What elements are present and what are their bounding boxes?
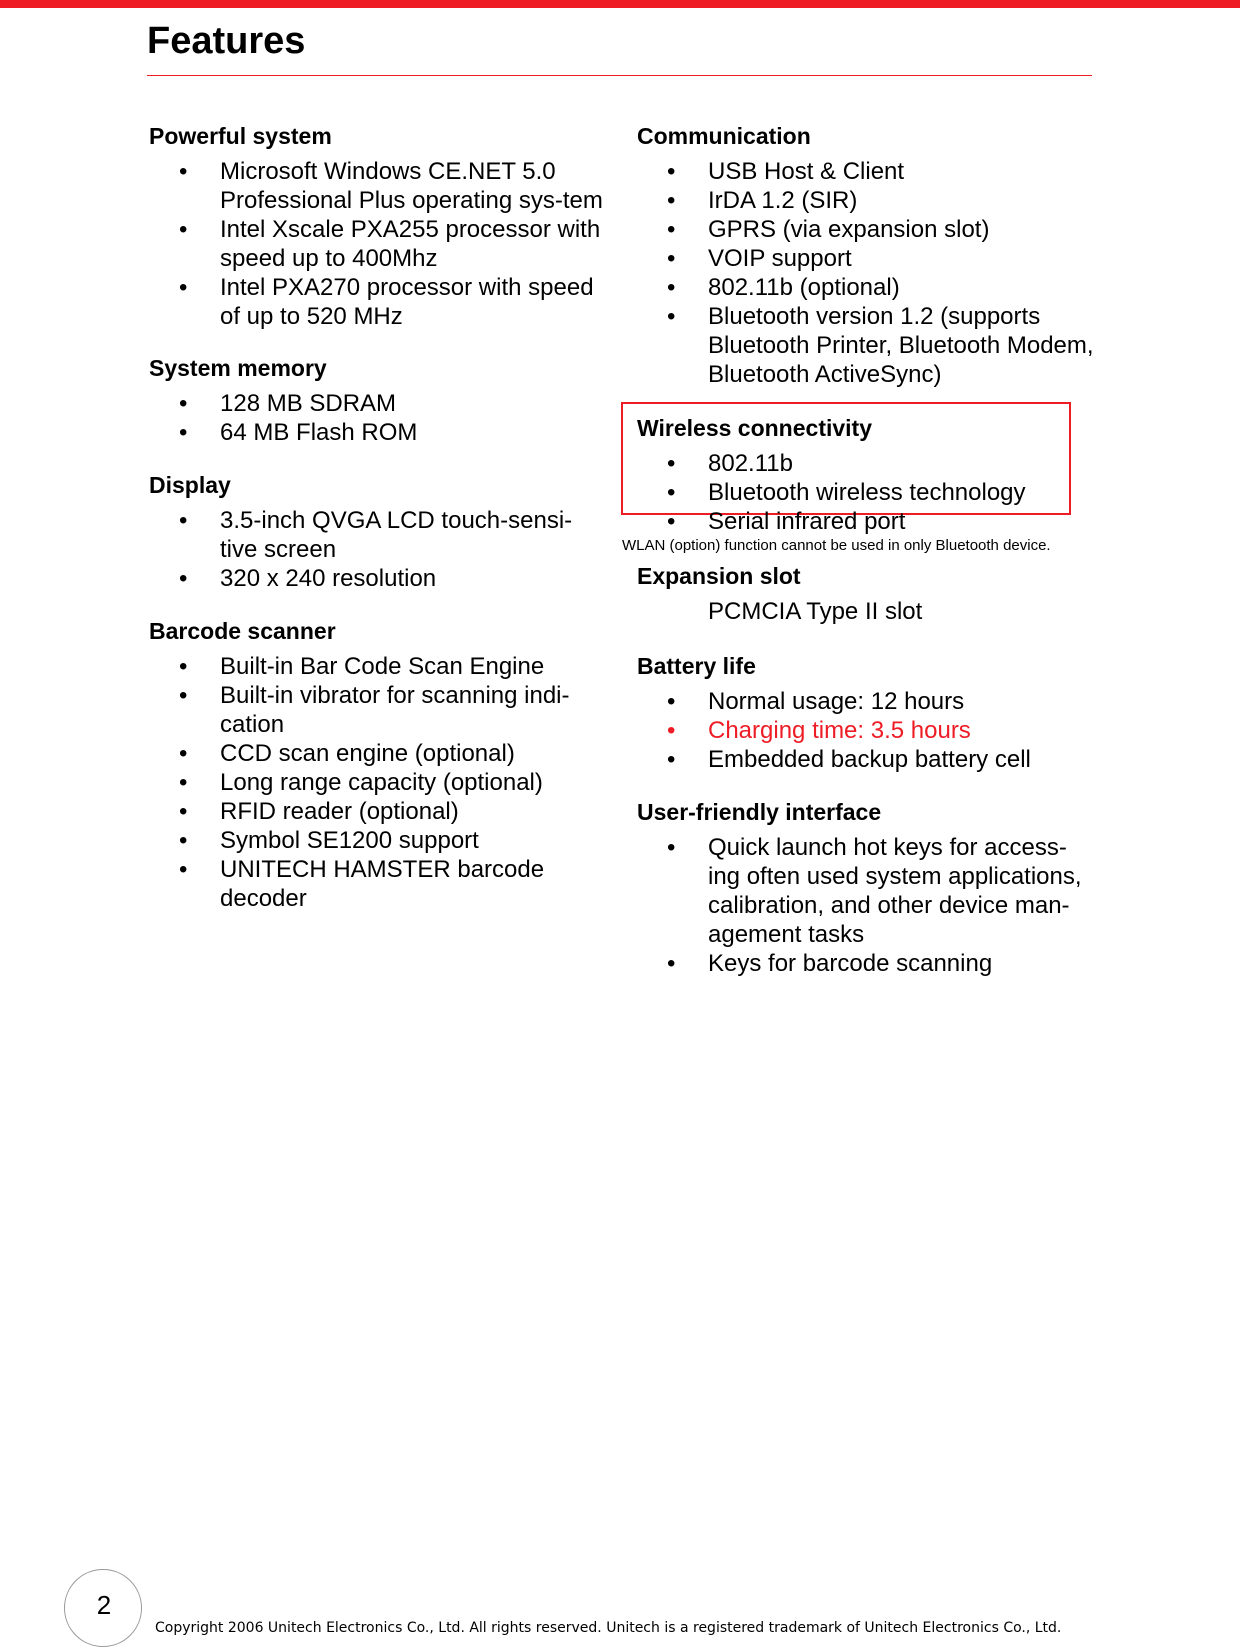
section-communication xyxy=(637,122,1097,389)
list-item: • VOIP support xyxy=(637,244,1097,273)
list-item: • IrDA 1.2 (SIR) xyxy=(637,186,1097,215)
copyright-text: Copyright 2006 Unitech Electronics Co., Ltd. All rights reserved. Unitech is a registered trademark of Unitech Electronics Co., Ltd. xyxy=(155,1620,1062,1636)
list-item: • 64 MB Flash ROM xyxy=(149,418,609,447)
section-heading: System memory xyxy=(149,355,327,381)
section-wireless-connectivity xyxy=(622,414,1097,556)
list-item: • 802.11b (optional) xyxy=(637,273,1097,302)
section-barcode-scanner xyxy=(149,617,609,913)
list-item-highlighted: • Charging time: 3.5 hours xyxy=(637,716,1097,745)
page-title: Features xyxy=(147,20,306,62)
list-item: • Intel Xscale PXA255 processor with speed up to 400Mhz xyxy=(149,215,609,273)
bullet-list xyxy=(637,687,1097,774)
list-item: • Quick launch hot keys for access-ing often used system applications, calibration, and other device man-agement tasks xyxy=(637,833,1097,949)
list-item: • USB Host & Client xyxy=(637,157,1097,186)
list-item: • Serial infrared port xyxy=(637,507,1097,536)
section-heading: Powerful system xyxy=(149,123,332,149)
bullet-list xyxy=(149,652,609,913)
list-item: • 128 MB SDRAM xyxy=(149,389,609,418)
list-item: • RFID reader (optional) xyxy=(149,797,609,826)
section-expansion-slot xyxy=(637,562,1097,626)
list-item: • Keys for barcode scanning xyxy=(637,949,1097,978)
left-column xyxy=(149,122,609,913)
section-battery-life xyxy=(637,652,1097,774)
top-accent-bar xyxy=(0,0,1240,8)
section-heading: Battery life xyxy=(637,653,756,679)
list-item: • Intel PXA270 processor with speed of up to 520 MHz xyxy=(149,273,609,331)
list-item: • Symbol SE1200 support xyxy=(149,826,609,855)
list-item: • Long range capacity (optional) xyxy=(149,768,609,797)
wlan-note: WLAN (option) function cannot be used in only Bluetooth device. xyxy=(622,537,1051,554)
section-heading: Wireless connectivity xyxy=(637,415,872,441)
section-user-friendly-interface xyxy=(637,798,1097,978)
list-item: • Microsoft Windows CE.NET 5.0 Professional Plus operating sys-tem xyxy=(149,157,609,215)
bullet-list xyxy=(149,389,609,447)
bullet-list xyxy=(149,157,609,331)
bullet-list xyxy=(637,833,1097,978)
list-item: • GPRS (via expansion slot) xyxy=(637,215,1097,244)
section-heading: Barcode scanner xyxy=(149,618,336,644)
list-item: • CCD scan engine (optional) xyxy=(149,739,609,768)
bullet-list xyxy=(637,449,1097,536)
bullet-list xyxy=(149,506,609,593)
list-item: • Bluetooth version 1.2 (supports Bluetooth Printer, Bluetooth Modem, Bluetooth ActiveSync) xyxy=(637,302,1097,389)
section-powerful-system xyxy=(149,122,609,331)
section-heading: Communication xyxy=(637,123,811,149)
section-heading: Display xyxy=(149,472,231,498)
list-item: • Bluetooth wireless technology xyxy=(637,478,1097,507)
section-heading: Expansion slot xyxy=(637,563,801,589)
section-heading: User-friendly interface xyxy=(637,799,882,825)
right-column xyxy=(622,122,1097,978)
expansion-text: PCMCIA Type II slot xyxy=(708,598,923,625)
list-item: • Normal usage: 12 hours xyxy=(637,687,1097,716)
section-system-memory xyxy=(149,354,609,447)
list-item: • UNITECH HAMSTER barcode decoder xyxy=(149,855,609,913)
list-item: • Built-in vibrator for scanning indi-cation xyxy=(149,681,609,739)
list-item: • Embedded backup battery cell xyxy=(637,745,1097,774)
section-display xyxy=(149,471,609,593)
bullet-list xyxy=(637,157,1097,389)
list-item: • 3.5-inch QVGA LCD touch-sensi-tive screen xyxy=(149,506,609,564)
page-number-badge xyxy=(64,1569,142,1647)
list-item: • 320 x 240 resolution xyxy=(149,564,609,593)
list-item: • 802.11b xyxy=(637,449,1097,478)
list-item: • Built-in Bar Code Scan Engine xyxy=(149,652,609,681)
title-divider xyxy=(147,75,1092,76)
page-number: 2 xyxy=(96,1590,112,1620)
